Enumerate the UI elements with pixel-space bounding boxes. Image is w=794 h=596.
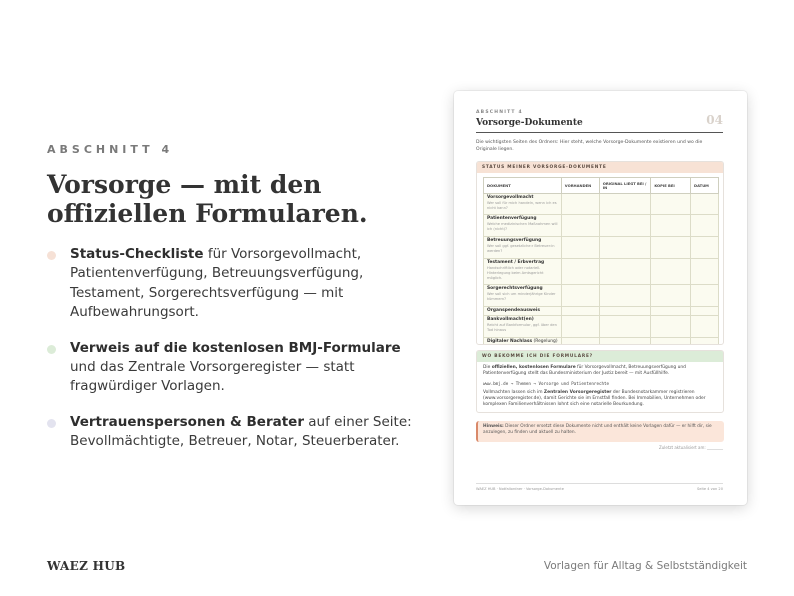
row-title: Betreuungsverfügung [487, 238, 542, 243]
doc-section-number: 04 [706, 113, 723, 127]
row-sub: Handschriftlich oder notariell. Hinterlegung beim Amtsgericht möglich. [487, 266, 544, 280]
row-sub: Reicht auf Bankformular, ggf. über den Tod hinaus [487, 323, 557, 332]
doc-intro: Die wichtigsten Seiten des Ordners: Hier steht, welche Vorsorge-Dokumente existieren und wo die Originale liegen. [476, 140, 703, 152]
bullet-bold: Status-Checkliste [70, 246, 204, 262]
section-eyebrow: ABSCHNITT 4 [47, 143, 174, 156]
cell-original[interactable] [599, 237, 651, 259]
footer-brand: WAEZ HUB [47, 559, 126, 573]
cell-vorhanden[interactable] [561, 259, 599, 285]
cell-kopie[interactable] [651, 259, 691, 285]
doc-title: Vorsorge-Dokumente [476, 118, 583, 128]
cell-original[interactable] [599, 259, 651, 285]
doc-footer-divider [476, 483, 723, 484]
note-text: Dieser Ordner ersetzt diese Dokumente nicht und enthält keine Vorlagen dafür — er hilft dir, sie anzulegen, zu finden und aktuell zu halten. [483, 424, 712, 436]
last-updated: Zuletzt aktualisiert am: ________ [658, 445, 723, 450]
cell-vorhanden[interactable] [561, 215, 599, 237]
bullet-bold: Vertrauenspersonen & Berater [70, 413, 304, 430]
cell-datum[interactable] [691, 316, 719, 338]
where-heading: WO BEKOMME ICH DIE FORMULARE? [477, 351, 723, 362]
cell-original[interactable] [599, 338, 651, 346]
cell-vorhanden[interactable] [561, 316, 599, 338]
bullet-dot-icon [47, 419, 56, 428]
bullet-dot-icon [47, 345, 56, 354]
row-sub: Wer soll für mich handeln, wenn ich es nicht kann? [487, 201, 557, 210]
document-preview [454, 91, 747, 505]
cell-original[interactable] [599, 307, 651, 316]
cell-datum[interactable] [691, 259, 719, 285]
cell-datum[interactable] [691, 338, 719, 346]
bullet-item [47, 245, 427, 323]
bullet-item [47, 413, 427, 452]
status-heading: STATUS MEINER VORSORGE-DOKUMENTE [477, 162, 723, 173]
bullet-list [47, 245, 427, 468]
bullet-bold: Verweis auf die kostenlosen BMJ-Formulare [70, 339, 401, 356]
bullet-dot-icon [47, 251, 56, 260]
cell-kopie[interactable] [651, 316, 691, 338]
status-table [483, 177, 719, 345]
table-row [484, 316, 719, 338]
table-row [484, 194, 719, 215]
col-header: DOKUMENT [484, 178, 562, 194]
table-row [484, 338, 719, 346]
where-section [476, 350, 724, 413]
footer-tagline: Vorlagen für Alltag & Selbstständigkeit [543, 560, 747, 572]
col-header: VORHANDEN [561, 178, 599, 194]
cell-original[interactable] [599, 285, 651, 307]
row-title: Bankvollmacht(en) [487, 317, 534, 322]
table-row [484, 215, 719, 237]
cell-kopie[interactable] [651, 237, 691, 259]
row-title: Sorgerechtsverfügung [487, 286, 543, 291]
doc-divider [476, 132, 723, 133]
doc-eyebrow: ABSCHNITT 4 [476, 110, 523, 115]
cell-vorhanden[interactable] [561, 307, 599, 316]
cell-kopie[interactable] [651, 307, 691, 316]
note-label: Hinweis: [483, 424, 504, 429]
cell-original[interactable] [599, 194, 651, 215]
cell-vorhanden[interactable] [561, 338, 599, 346]
bullet-item [47, 339, 427, 397]
cell-kopie[interactable] [651, 285, 691, 307]
table-row [484, 285, 719, 307]
cell-vorhanden[interactable] [561, 285, 599, 307]
cell-original[interactable] [599, 215, 651, 237]
row-title: Digitaler Nachlass [487, 339, 533, 344]
row-title: Testament / Erbvertrag [487, 260, 545, 265]
cell-vorhanden[interactable] [561, 194, 599, 215]
where-paragraph-2: Vollmachten lassen sich im Zentralen Vorsorgeregister der Bundesnotarkammer registrieren (www.vorsorgeregister.de), damit Gerichte sie im Ernstfall finden. Bei Immobilien, Unternehmen oder komplexen Familienverhältnissen lohnt sich eine notarielle Beurkundung. [483, 389, 706, 408]
status-section [476, 161, 724, 345]
note-callout [476, 421, 724, 442]
bmj-link[interactable]: www.bmj.de → Themen → Vorsorge und Patientenrechte [483, 380, 610, 386]
bullet-text: und das Zentrale Vorsorgeregister — statt fragwürdiger Vorlagen. [70, 359, 355, 395]
doc-page-number: Seite 4 von 20 [696, 487, 723, 491]
bullet-text: auf einer Seite: Bevollmächtigte, Betreuer, Notar, Steuerberater. [70, 413, 412, 450]
row-title: Patientenverfügung [487, 216, 537, 221]
cell-kopie[interactable] [651, 194, 691, 215]
table-row [484, 259, 719, 285]
row-sub: Wer soll sich um minderjährige Kinder kümmern? [487, 292, 556, 301]
where-paragraph-1: Die offiziellen, kostenlosen Formulare für Vorsorgevollmacht, Betreuungsverfügung und Patientenverfügung stellt das Bundesministerium der Justiz bereit — mit Ausfüllhilfe. [483, 365, 686, 377]
row-title-suffix: (Regelung) [532, 339, 558, 344]
cell-original[interactable] [599, 316, 651, 338]
row-sub: Welche medizinischen Maßnahmen will ich (nicht)? [487, 222, 558, 231]
cell-datum[interactable] [691, 215, 719, 237]
row-title: Organspendeausweis [487, 308, 540, 313]
cell-datum[interactable] [691, 194, 719, 215]
doc-footer-left: WAEZ HUB · Notfallordner · Vorsorge-Dokumente [476, 487, 564, 491]
row-title: Vorsorgevollmacht [487, 195, 534, 200]
slide-title: Vorsorge — mit den offiziellen Formularen. [47, 170, 368, 228]
table-row [484, 237, 719, 259]
col-header: DATUM [691, 178, 719, 194]
cell-kopie[interactable] [651, 338, 691, 346]
cell-datum[interactable] [691, 307, 719, 316]
bullet-text: für Vorsorgevollmacht, Patientenverfügung, Betreuungsverfügung, Testament, Sorgerechtsverfügung — mit Aufbewahrungsort. [70, 246, 364, 321]
cell-kopie[interactable] [651, 215, 691, 237]
cell-datum[interactable] [691, 285, 719, 307]
col-header: KOPIE BEI [651, 178, 691, 194]
cell-datum[interactable] [691, 237, 719, 259]
row-sub: Wer soll ggf. gesetzliche:r Betreuer:in werden? [487, 244, 555, 253]
cell-vorhanden[interactable] [561, 237, 599, 259]
col-header: ORIGINAL LIEGT BEI / IN [599, 178, 651, 194]
table-row [484, 307, 719, 316]
